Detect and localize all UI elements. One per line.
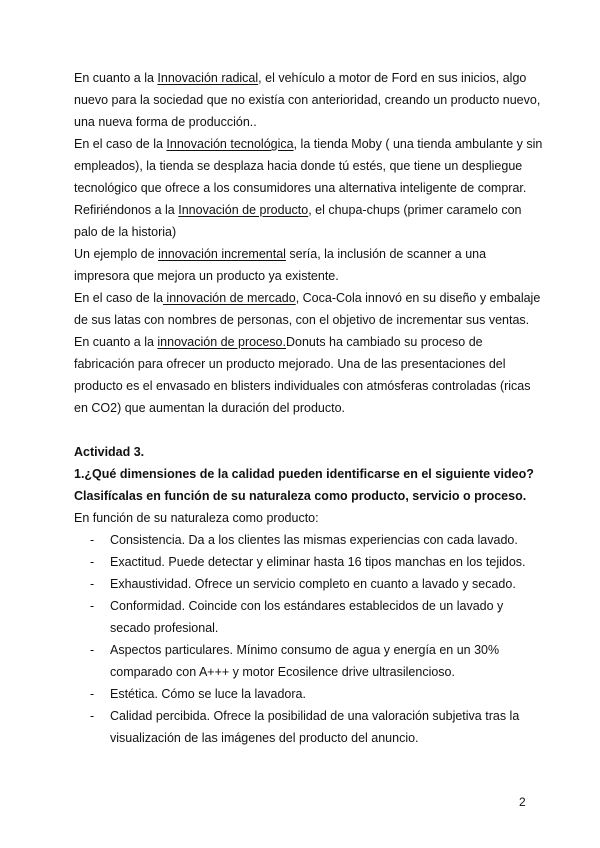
- list-item: - Calidad percibida. Ofrece la posibilidad de una valoración subjetiva tras la visualización de las imágenes del producto del anuncio.: [74, 705, 544, 749]
- page-number: 2: [519, 795, 526, 809]
- list-item: - Consistencia. Da a los clientes las mismas experiencias con cada lavado.: [74, 529, 544, 551]
- activity-question: 1.¿Qué dimensiones de la calidad pueden identificarse en el siguiente video? Clasifícalas en función de su naturaleza como producto, servicio o proceso.: [74, 467, 534, 503]
- quality-dimensions-list: [74, 529, 544, 749]
- list-item: - Exhaustividad. Ofrece un servicio completo en cuanto a lavado y secado.: [74, 573, 544, 595]
- term-innovacion-incremental: innovación incremental: [158, 247, 286, 261]
- activity-title: Actividad 3.: [74, 445, 145, 459]
- paragraph-innovacion-radical: En cuanto a la Innovación radical, el vehículo a motor de Ford en sus inicios, algo nuevo para la sociedad que no existía con anterioridad, creando un producto nuevo, una nueva forma de producción..: [74, 71, 541, 129]
- term-innovacion-tecnologica: Innovación tecnológica: [166, 137, 294, 151]
- paragraph-innovacion-producto: Refiriéndonos a la Innovación de producto, el chupa-chups (primer caramelo con palo de la historia): [74, 203, 522, 239]
- activity-intro: En función de su naturaleza como producto:: [74, 511, 319, 525]
- list-item: - Aspectos particulares. Mínimo consumo de agua y energía en un 30% comparado con A+++ y motor Ecosilence drive ultrasilencioso.: [74, 639, 544, 683]
- bullet-dash: -: [90, 577, 95, 591]
- term-innovacion-proceso: innovación de proceso.: [157, 335, 286, 349]
- paragraph-innovacion-incremental: Un ejemplo de innovación incremental sería, la inclusión de scanner a una impresora que mejora un producto ya existente.: [74, 247, 487, 283]
- paragraph-innovacion-tecnologica: En el caso de la Innovación tecnológica, la tienda Moby ( una tienda ambulante y sin empleados), la tienda se desplaza hacia donde tú estés, que tiene un despliegue tecnológico que ofrece a los consumidores una alternativa inteligente de comprar.: [74, 137, 543, 195]
- paragraph-innovacion-proceso: En cuanto a la innovación de proceso.Donuts ha cambiado su proceso de fabricación para ofrecer un producto mejorado. Una de las presentaciones del producto es el envasado en blisters individuales con atmósferas controladas (ricas en CO2) que aumentan la duración del producto.: [74, 335, 531, 415]
- term-innovacion-producto: Innovación de producto: [178, 203, 309, 217]
- bullet-dash: -: [90, 555, 95, 569]
- page-content: [74, 67, 544, 749]
- bullet-dash: -: [90, 599, 95, 613]
- bullet-dash: -: [90, 533, 95, 547]
- term-innovacion-mercado: innovación de mercado: [162, 291, 296, 305]
- paragraph-innovacion-mercado: En el caso de la innovación de mercado, Coca-Cola innovó en su diseño y embalaje de sus latas con nombres de personas, con el objetivo de incrementar sus ventas.: [74, 291, 541, 327]
- list-item: - Conformidad. Coincide con los estándares establecidos de un lavado y secado profesional.: [74, 595, 544, 639]
- bullet-dash: -: [90, 709, 95, 723]
- list-item: - Exactitud. Puede detectar y eliminar hasta 16 tipos manchas en los tejidos.: [74, 551, 544, 573]
- bullet-dash: -: [90, 643, 95, 657]
- list-item: - Estética. Cómo se luce la lavadora.: [74, 683, 544, 705]
- term-innovacion-radical: Innovación radical: [157, 71, 259, 85]
- spacer: [74, 419, 544, 441]
- bullet-dash: -: [90, 687, 95, 701]
